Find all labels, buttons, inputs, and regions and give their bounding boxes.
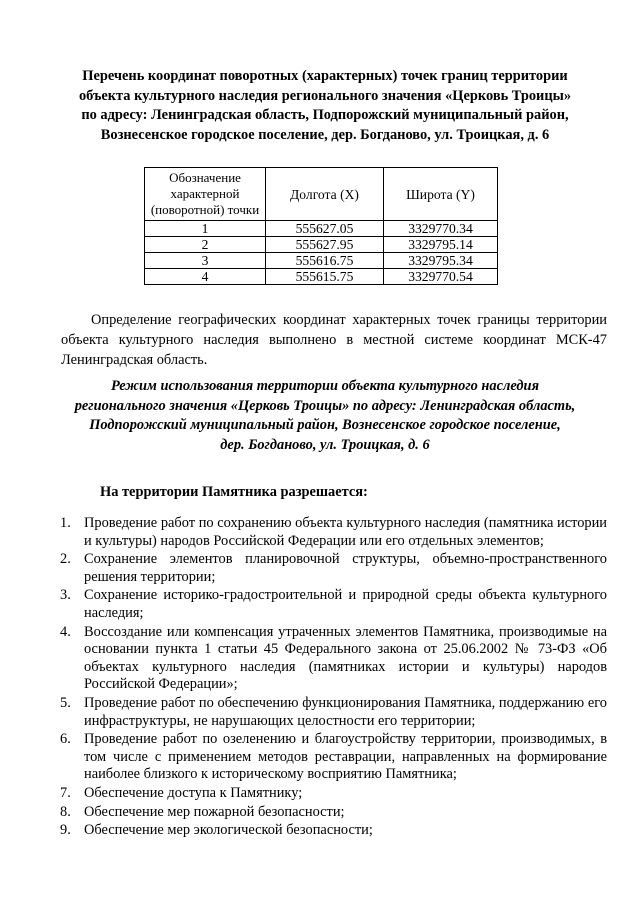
table-row [145, 237, 498, 253]
regime-title-line: Подпорожский муниципальный район, Вознесенское городское поселение, [89, 417, 561, 433]
regime-title-line: дер. Богданово, ул. Троицкая, д. 6 [220, 436, 430, 453]
table-row [145, 221, 498, 237]
header-latitude: Широта (Y) [384, 168, 498, 221]
item-number: 7. [60, 784, 71, 801]
longitude-value: 555615.75 [266, 269, 384, 285]
header-point-designation: Обозначение характерной (поворотной) точки [145, 168, 266, 221]
item-number: 6. [60, 731, 71, 748]
longitude-value: 555627.95 [266, 237, 384, 253]
allowed-heading: На территории Памятника разрешается: [100, 484, 368, 500]
item-number: 4. [60, 623, 71, 640]
list-item [60, 515, 607, 550]
regime-title-line: регионального значения «Церковь Троицы» по адресу: Ленинградская область, [74, 397, 576, 414]
table-header-row [145, 168, 498, 221]
regime-title-line: Режим использования территории объекта культурного наследия [111, 378, 539, 394]
item-text: Обеспечение мер пожарной безопасности; [84, 803, 345, 820]
title-line: Перечень координат поворотных (характерных) точек границ территории [82, 68, 568, 84]
item-text: Воссоздание или компенсация утраченных элементов Памятника, производимые на основании пункта 1 статьи 45 Федерального закона от 25.06.2002 № 73-ФЗ «Об объектах культурного наследия (памятниках истории и культуры) народов Российской Федерации»; [84, 623, 607, 693]
item-number: 8. [60, 803, 71, 820]
coordinates-table [144, 167, 498, 285]
regime-title [52, 377, 598, 455]
item-text: Обеспечение доступа к Памятнику; [84, 784, 303, 801]
longitude-value: 555627.05 [266, 221, 384, 237]
item-text: Обеспечение мер экологической безопасности; [84, 822, 373, 839]
longitude-value: 555616.75 [266, 253, 384, 269]
point-number: 1 [145, 221, 266, 237]
item-number: 2. [60, 551, 71, 568]
item-number: 3. [60, 587, 71, 604]
item-text: Сохранение элементов планировочной структуры, объемно-пространственного решения территории; [84, 551, 607, 585]
list-item [60, 804, 607, 822]
item-text: Сохранение историко-градостроительной и природной среды объекта культурного наследия; [84, 587, 607, 621]
latitude-value: 3329770.54 [384, 269, 498, 285]
title-line: объекта культурного наследия регионального значения «Церковь Троицы» [78, 87, 572, 104]
item-text: Проведение работ по озеленению и благоустройству территории, производимых, в том числе с применением методов реставрации, направленных на формирование наиболее близкого к историческому восприятию Памятника; [84, 731, 607, 783]
latitude-value: 3329770.34 [384, 221, 498, 237]
coordinate-system-paragraph: Определение географических координат характерных точек границы территории объекта культурного наследия выполнено в местной системе координат МСК-47 Ленинградская область. [61, 312, 607, 368]
point-number: 4 [145, 269, 266, 285]
title-line: по адресу: Ленинградская область, Подпорожский муниципальный район, [81, 107, 569, 123]
item-text: Проведение работ по сохранению объекта культурного наследия (памятника истории и культуры) народов Российской Федерации или его отдельных элементов; [84, 515, 607, 549]
item-number: 9. [60, 822, 71, 839]
table-row [145, 269, 498, 285]
list-item [60, 624, 607, 694]
table-row [145, 253, 498, 269]
point-number: 3 [145, 253, 266, 269]
point-number: 2 [145, 237, 266, 253]
title-line: Вознесенское городское поселение, дер. Богданово, ул. Троицкая, д. 6 [100, 126, 550, 143]
allowed-activities-list [60, 515, 607, 841]
list-item [60, 785, 607, 803]
item-number: 5. [60, 694, 71, 711]
list-item [60, 731, 607, 784]
item-number: 1. [60, 515, 71, 531]
list-item [60, 551, 607, 586]
coordinates-title [60, 67, 590, 145]
item-text: Проведение работ по обеспечению функционирования Памятника, поддержанию его инфраструктуры, не нарушающих целостности его территории; [84, 694, 607, 729]
list-item [60, 587, 607, 622]
list-item [60, 822, 607, 840]
header-longitude: Долгота (X) [266, 168, 384, 221]
latitude-value: 3329795.34 [384, 253, 498, 269]
latitude-value: 3329795.14 [384, 237, 498, 253]
list-item [60, 695, 607, 730]
